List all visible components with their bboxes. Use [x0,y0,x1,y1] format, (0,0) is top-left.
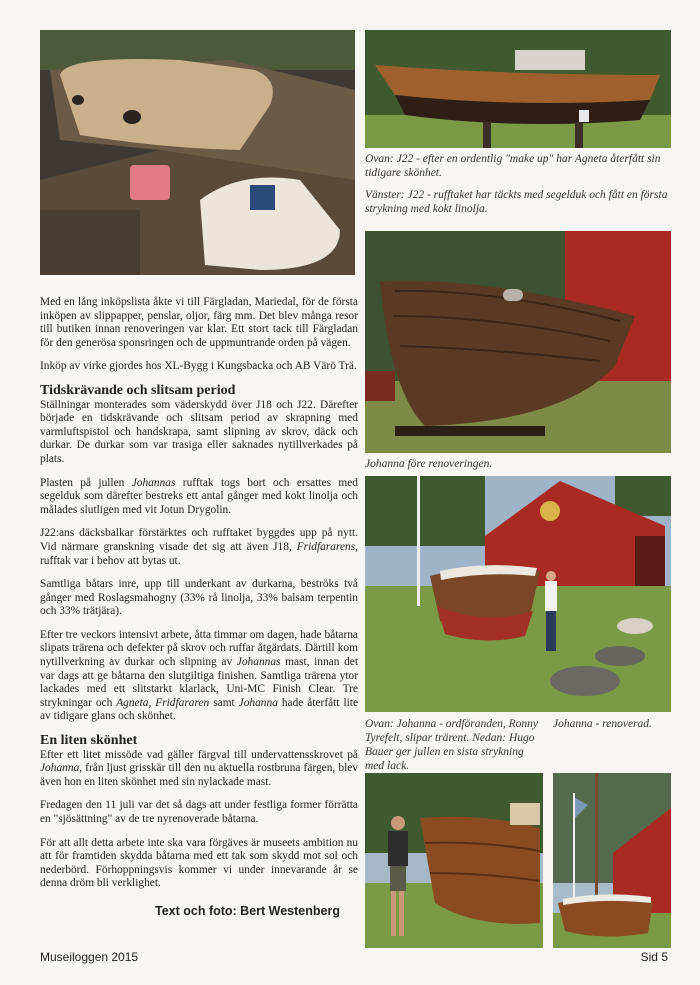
article-paragraph: För att allt detta arbete inte ska vara förgäves är museets ambition nu att för framtiden skydda båtarna med ett tak som skydd mot sol och nederbörd. Förhoppningsvis kommer vi under innevarande år se denna dröm bli verklighet. [40,836,358,890]
author-credit: Text och foto: Bert Westenberg [155,904,340,918]
photo-agneta [365,30,671,148]
caption-agneta: Ovan: J22 - efter en ordentlig "make up" har Agneta återfått sin tidigare skönhet. [365,153,661,179]
article-paragraph: Plasten på jullen Johannas rufftak togs bort och ersattes med segelduk som därefter bestreks ett antal gånger med kokt linolja och målades slutligen med vit Jotun Drygolin. [40,476,359,516]
article-body [40,296,358,901]
photo-johanna-before [365,231,671,453]
article-paragraph: J22:ans däcksbalkar förstärktes och rufftaket byggdes upp på nytt. Vid närmare granskning visade det sig att även J18, Fridfararens, rufftak var i behov att bytas ut. [40,527,358,567]
section-heading: Tidskrävande och slitsam period [40,382,236,398]
photo-johanna-museum [365,476,671,712]
photo-johanna-renovated [553,773,671,948]
article-paragraph: Med en lång inköpslista åkte vi till Färgladan, Mariedal, för de första inköpen av slippapper, penslar, oljor, färg mm. Det blev många resor till butiken innan renoveringen var klar. Ett stort tack till Färgladan för den generösa sponsringen och de uppmuntrande orden på vägen. [40,296,358,349]
caption-johanna-chairman: Ovan: Johanna - ordföranden, Ronny Tyrefelt, slipar trärent. Nedan: Hugo Bauer ger jullen en sista strykning med lack. [365,718,538,772]
caption-johanna-renovated: Johanna - renoverad. [553,718,652,730]
photo-hugo-varnishing [365,773,543,948]
article-paragraph: Ställningar monterades som väderskydd över J18 och J22. Därefter började en tidskrävande och slitsam period av skrapning med varmluftspistol och handskrapa, samt slipning av skrov, däck och durkar. De durkar som var trasiga eller saknades nytillverkades på plats. [40,398,358,465]
caption-cabin-top: Vänster: J22 - rufftaket har täckts med segelduk och fått en första strykning med kokt linolja. [365,189,668,215]
article-paragraph: Samtliga båtars inre, upp till underkant av durkarna, beströks två gånger med Roslagsmahogny (33% rå linolja, 33% balsam terpentin och 33% trätjära). [40,578,358,618]
footer-page-number: Sid 5 [640,950,668,964]
article-paragraph: Inköp av virke gjordes hos XL-Bygg i Kungsbacka och AB Värö Trä. [40,360,357,373]
section-heading: En liten skönhet [40,733,138,749]
caption-johanna-before: Johanna före renoveringen. [365,458,493,470]
article-paragraph: Efter ett litet missöde vad gäller färgval till undervattensskrovet på Johanna, från ljust grisskär till den nu aktuella rostbruna färgen, blev även hon en liten skönhet med sin nylackade mast. [40,748,358,788]
article-paragraph: Efter tre veckors intensivt arbete, åtta timmar om dagen, hade båtarna slipats trärena och defekter på skrov och ruffar åtgärdats. Därtill kom nytillverkning av durkar och slipning av Johannas mast, innan det var dags att ge båtarna den slutgiltiga finishen. Samtliga trärena ytor lackades med ett slitstarkt klarlack, Uni-MC Finish Clear. Tre strykningar och Agneta, Fridfararen samt Johanna hade återfått lite av tidigare glans och skönhet. [40,628,358,723]
photo-cabin-top [40,30,355,275]
footer-publication: Museiloggen 2015 [40,950,139,964]
article-paragraph: Fredagen den 11 juli var det så dags att under festliga former förrätta en "sjösättning" av de tre nyrenoverade båtarna. [40,799,358,825]
